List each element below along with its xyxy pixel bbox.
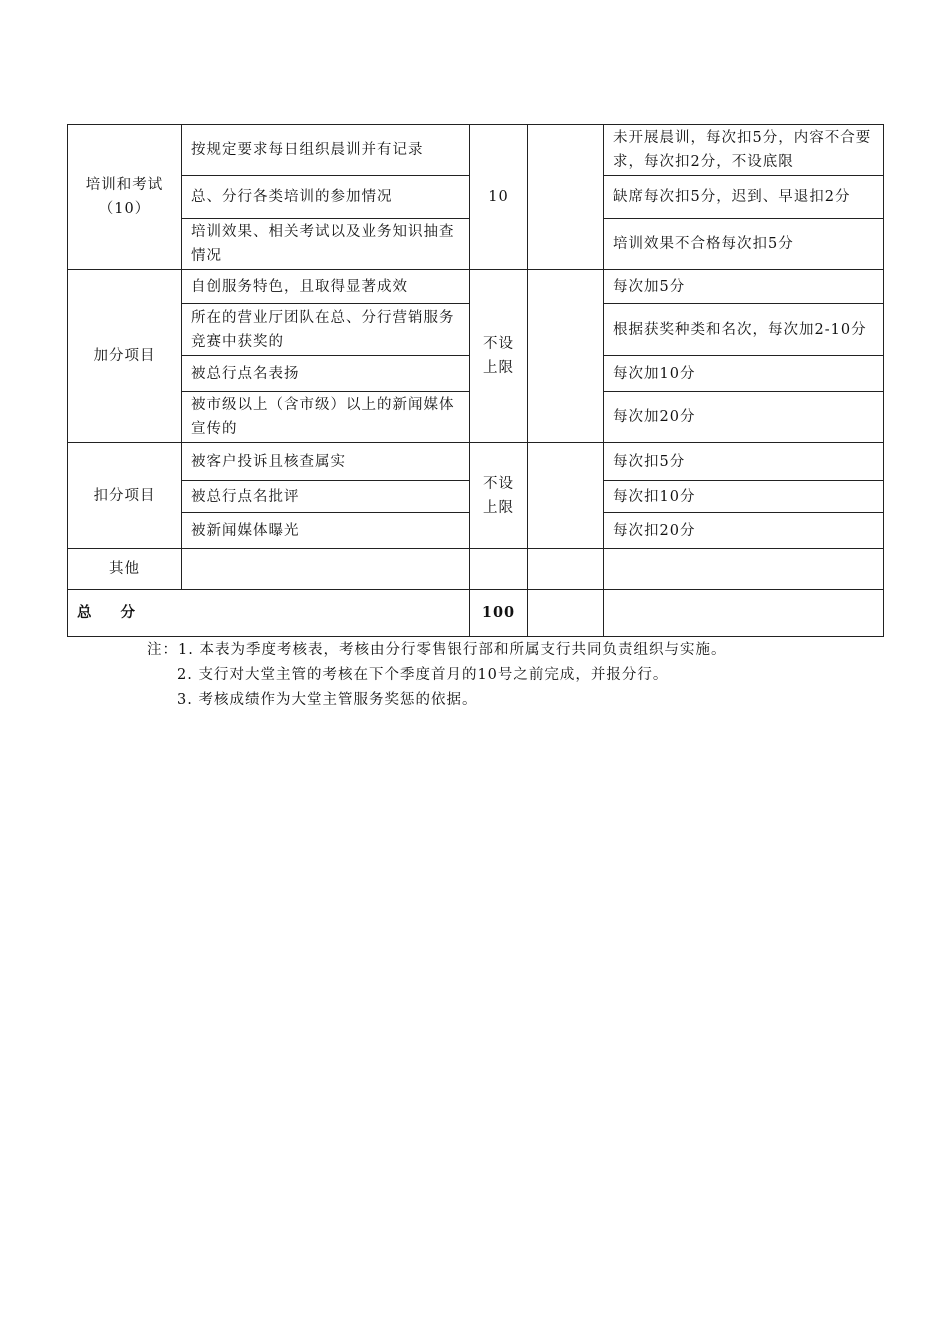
total-row: [68, 590, 884, 637]
rule-cell: 每次扣10分: [604, 481, 884, 513]
rule-cell: 每次加10分: [604, 356, 884, 392]
note-text: 3. 考核成绩作为大堂主管服务奖惩的依据。: [177, 692, 478, 708]
total-score: 100: [470, 590, 528, 637]
note-line: [147, 638, 726, 663]
rule-cell: [604, 590, 884, 637]
table-row: [68, 125, 884, 176]
standard-cell: 被总行点名表扬: [182, 356, 470, 392]
actual-score-cell: [528, 270, 604, 443]
total-label: [68, 590, 470, 637]
standard-cell: 被总行点名批评: [182, 481, 470, 513]
rule-cell: 未开展晨训，每次扣5分，内容不合要求，每次扣2分，不设底限: [604, 125, 884, 176]
total-label-part-2: 分: [120, 604, 136, 621]
rule-cell: 每次扣5分: [604, 443, 884, 481]
standard-cell: [182, 549, 470, 590]
standard-cell: 总、分行各类培训的参加情况: [182, 176, 470, 219]
note-line: [147, 688, 726, 713]
standard-cell: 按规定要求每日组织晨训并有记录: [182, 125, 470, 176]
score-cell: 不设上限: [470, 270, 528, 443]
rule-cell: 每次加20分: [604, 392, 884, 443]
table-row: [68, 443, 884, 481]
rule-cell: 根据获奖种类和名次，每次加2-10分: [604, 304, 884, 356]
standard-cell: 自创服务特色，且取得显著成效: [182, 270, 470, 304]
category-cell: 扣分项目: [68, 443, 182, 549]
standard-cell: 培训效果、相关考试以及业务知识抽查情况: [182, 219, 470, 270]
category-cell: 加分项目: [68, 270, 182, 443]
score-cell: 不设上限: [470, 443, 528, 549]
actual-score-cell: [528, 443, 604, 549]
standard-cell: 被市级以上（含市级）以上的新闻媒体宣传的: [182, 392, 470, 443]
assessment-table: [67, 124, 884, 637]
actual-score-cell: [528, 590, 604, 637]
notes-prefix: 注：: [147, 642, 178, 658]
notes: [147, 638, 726, 713]
note-text: 2. 支行对大堂主管的考核在下个季度首月的10号之前完成，并报分行。: [177, 667, 669, 683]
note-text: 1. 本表为季度考核表，考核由分行零售银行部和所属支行共同负责组织与实施。: [178, 642, 727, 658]
actual-score-cell: [528, 549, 604, 590]
total-label-part-1: 总: [77, 604, 93, 621]
score-cell: 10: [470, 125, 528, 270]
standard-cell: 被客户投诉且核查属实: [182, 443, 470, 481]
rule-cell: 每次扣20分: [604, 513, 884, 549]
note-line: [147, 663, 726, 688]
rule-cell: [604, 549, 884, 590]
standard-cell: 被新闻媒体曝光: [182, 513, 470, 549]
rule-cell: 缺席每次扣5分，迟到、早退扣2分: [604, 176, 884, 219]
category-cell: 其他: [68, 549, 182, 590]
score-cell: [470, 549, 528, 590]
standard-cell: 所在的营业厅团队在总、分行营销服务竞赛中获奖的: [182, 304, 470, 356]
table-row: [68, 270, 884, 304]
rule-cell: 培训效果不合格每次扣5分: [604, 219, 884, 270]
table-row: [68, 549, 884, 590]
category-cell: 培训和考试（10）: [68, 125, 182, 270]
actual-score-cell: [528, 125, 604, 270]
rule-cell: 每次加5分: [604, 270, 884, 304]
